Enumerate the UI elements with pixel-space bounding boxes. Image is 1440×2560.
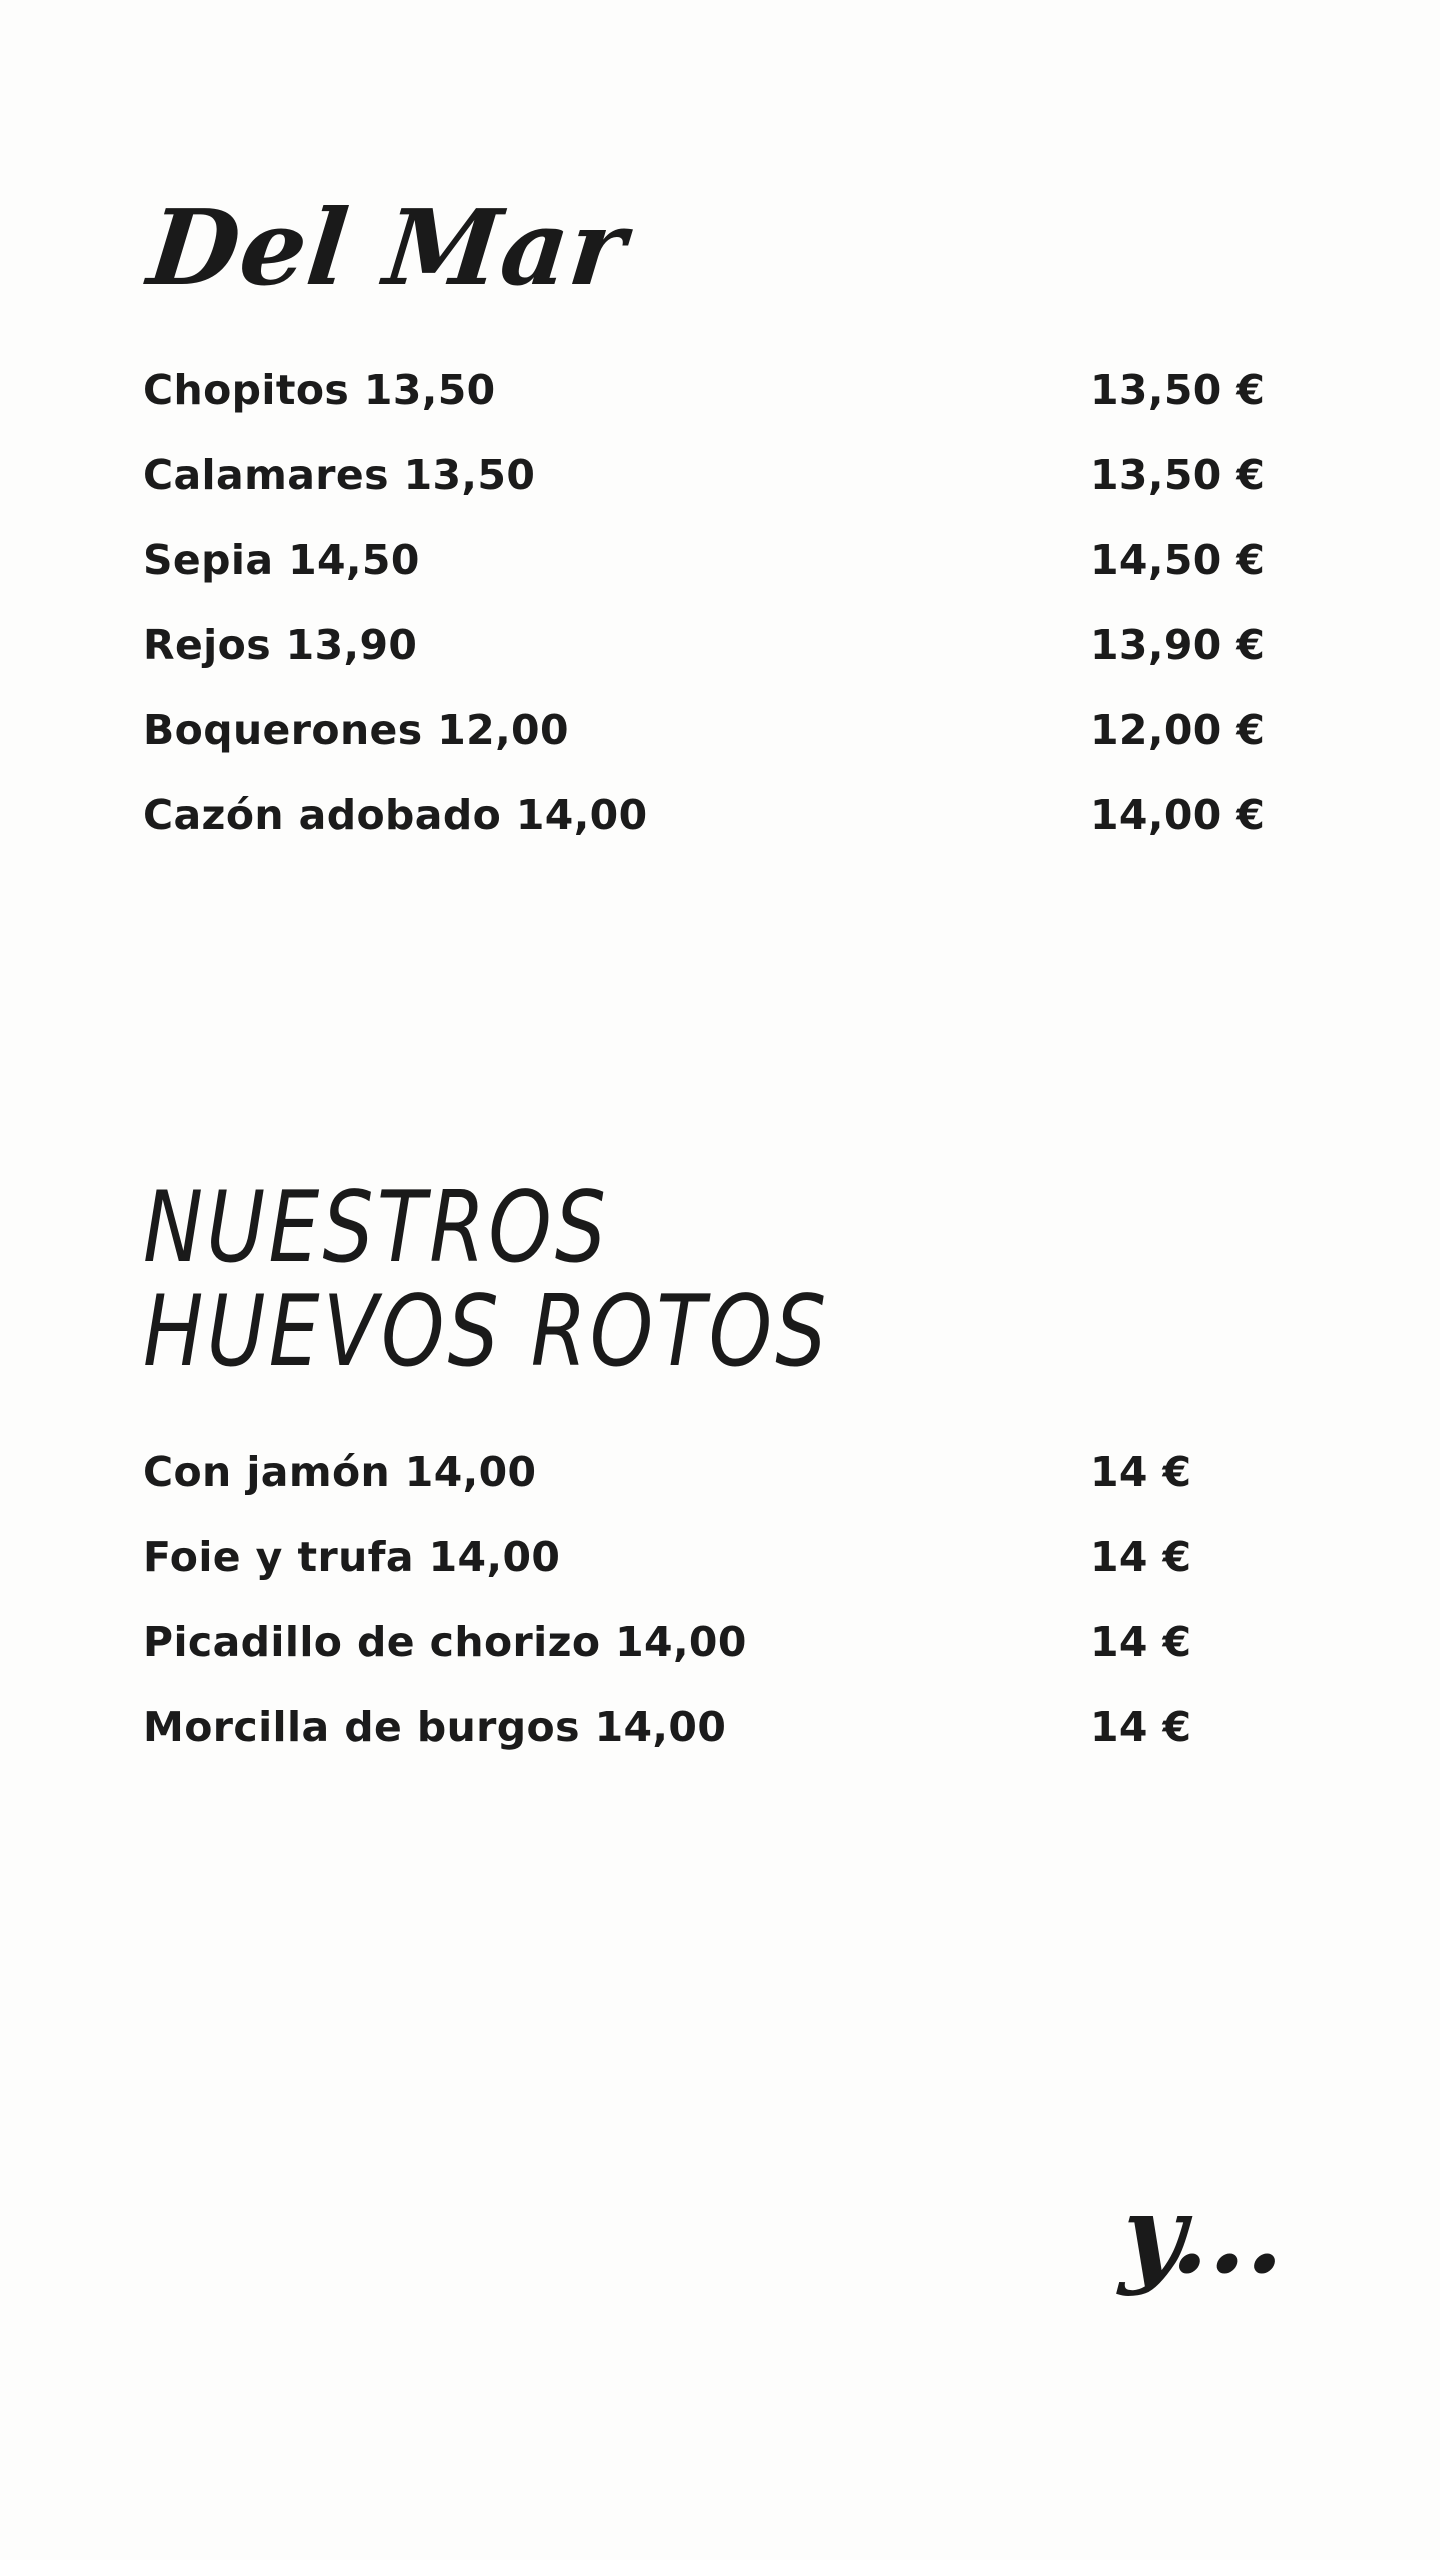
item-price: 14,00 € [1090,791,1266,839]
menu-item [143,613,1266,698]
closing-text: y... [1117,2172,1290,2298]
item-price: 14 € [1090,1703,1192,1751]
item-name: Chopitos 13,50 [143,366,496,414]
item-name: Foie y trufa 14,00 [143,1533,561,1581]
section-title-huevos-rotos [143,1171,830,1389]
item-name: Boquerones 12,00 [143,706,569,754]
menu-item [143,528,1266,613]
item-name: Picadillo de chorizo 14,00 [143,1618,747,1666]
menu-list-huevos-rotos [143,1440,1263,1780]
item-price: 12,00 € [1090,706,1266,754]
item-price: 14,50 € [1090,536,1266,584]
menu-item [143,1440,1263,1525]
menu-item [143,783,1266,868]
item-price: 13,50 € [1090,451,1266,499]
menu-list-del-mar [143,358,1266,868]
item-name: Rejos 13,90 [143,621,418,669]
item-name: Cazón adobado 14,00 [143,791,648,839]
section-title-line: HUEVOS ROTOS [143,1275,830,1389]
menu-item [143,698,1266,783]
item-price: 14 € [1090,1618,1192,1666]
item-price: 14 € [1090,1448,1192,1496]
section-title-line: NUESTROS [143,1171,610,1285]
item-price: 14 € [1090,1533,1192,1581]
item-price: 13,90 € [1090,621,1266,669]
menu-item [143,443,1266,528]
item-name: Calamares 13,50 [143,451,536,499]
item-name: Sepia 14,50 [143,536,420,584]
menu-item [143,1695,1263,1780]
menu-item [143,1610,1263,1695]
item-price: 13,50 € [1090,366,1266,414]
section-title-del-mar: Del Mar [142,186,633,309]
menu-item [143,358,1266,443]
item-name: Morcilla de burgos 14,00 [143,1703,727,1751]
menu-item [143,1525,1263,1610]
item-name: Con jamón 14,00 [143,1448,537,1496]
